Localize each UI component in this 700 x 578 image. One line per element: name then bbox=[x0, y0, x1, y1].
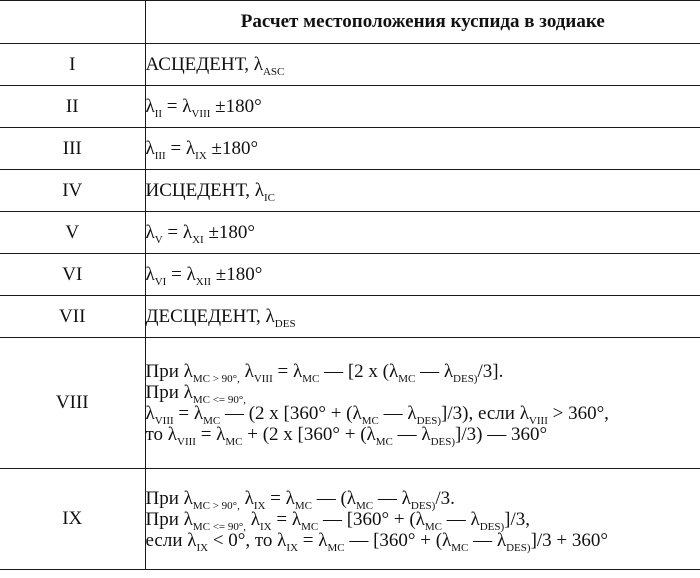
formula-subscript: VI bbox=[154, 276, 167, 288]
formula-text: + (2 х [360° + (λ bbox=[242, 424, 376, 445]
formula-text: ±180° bbox=[206, 138, 259, 159]
header-title-cell: Расчет местоположения куспида в зодиаке bbox=[145, 1, 700, 44]
house-number-cell: IV bbox=[0, 170, 145, 212]
table-row-house-1 bbox=[0, 44, 700, 86]
formula-text: = λ bbox=[165, 138, 196, 159]
formula-subscript: IX bbox=[195, 150, 207, 162]
formula-subscript: MC bbox=[361, 415, 379, 427]
formula-text: если λ bbox=[145, 529, 197, 551]
formula-text: < 0°, то λ bbox=[208, 529, 287, 551]
formula-subscript: XI bbox=[192, 234, 204, 246]
formula-text: — λ bbox=[373, 487, 411, 509]
formula-cell bbox=[145, 128, 700, 170]
formula-text: — λ bbox=[442, 508, 480, 530]
house-number-cell: VI bbox=[0, 254, 145, 296]
formula-subscript: DES) bbox=[479, 520, 505, 533]
formula-text: то λ bbox=[145, 424, 178, 445]
formula-subscript: DES bbox=[274, 318, 296, 330]
table-row-house-8 bbox=[0, 338, 700, 469]
formula-text: — λ bbox=[392, 424, 431, 445]
table-row-house-5 bbox=[0, 212, 700, 254]
formula-cell bbox=[145, 86, 700, 128]
formula-text: = λ bbox=[195, 424, 226, 445]
formula-subscript: DES) bbox=[453, 373, 478, 385]
formula-text: — [360° + (λ bbox=[344, 529, 452, 551]
formula-text: ]/3) — 360° bbox=[455, 424, 548, 445]
formula-subscript: MC <= 90°, bbox=[192, 394, 247, 406]
formula-text: — [360° + (λ bbox=[318, 508, 425, 530]
formula-text: λ bbox=[145, 222, 155, 243]
formula-subscript: VIII bbox=[528, 415, 548, 427]
formula-line bbox=[145, 361, 700, 385]
formula-subscript: MC bbox=[225, 436, 243, 448]
formula-subscript: MC bbox=[327, 541, 345, 554]
house-number-cell: III bbox=[0, 128, 145, 170]
formula-subscript: VIII bbox=[154, 415, 174, 427]
house-number-cell: II bbox=[0, 86, 145, 128]
formula-text: λ bbox=[145, 264, 155, 285]
table-row-house-7 bbox=[0, 296, 700, 338]
formula-text: λ bbox=[239, 361, 254, 382]
formula-line bbox=[145, 403, 700, 427]
formula-subscript: IX bbox=[260, 520, 272, 533]
formula-subscript: MC bbox=[301, 520, 319, 533]
formula-subscript: MC bbox=[398, 373, 416, 385]
formula-subscript: MC bbox=[375, 436, 393, 448]
formula-line bbox=[145, 487, 700, 512]
formula-subscript: DES) bbox=[410, 499, 436, 512]
formula-subscript: II bbox=[154, 108, 163, 120]
formula-subscript: DES) bbox=[506, 541, 531, 554]
house-number-cell: VII bbox=[0, 296, 145, 338]
formula-subscript: IX bbox=[253, 499, 266, 512]
formula-text: ]/3), если λ bbox=[441, 403, 529, 424]
formula-cell bbox=[145, 212, 700, 254]
house-number-cell: IX bbox=[0, 469, 145, 570]
formula-text: ±180° bbox=[210, 96, 262, 117]
formula-text: — λ bbox=[468, 529, 507, 551]
table-row-house-4 bbox=[0, 170, 700, 212]
formula-cell bbox=[145, 254, 700, 296]
formula-subscript: MC > 90°, bbox=[192, 373, 240, 385]
formula-cell bbox=[145, 296, 700, 338]
formula-cell bbox=[145, 338, 700, 469]
formula-text: — [2 х (λ bbox=[319, 361, 399, 382]
formula-text: ]/3, bbox=[504, 508, 531, 530]
formula-text: λ bbox=[246, 508, 261, 530]
formula-text: = λ bbox=[173, 403, 204, 424]
formula-text: — λ bbox=[378, 403, 417, 424]
formula-text: ИСЦЕДЕНТ, λ bbox=[145, 180, 264, 201]
formula-text: = λ bbox=[272, 361, 303, 382]
formula-subscript: XII bbox=[195, 276, 212, 288]
formula-text: = λ bbox=[162, 96, 192, 117]
formula-subscript: DES) bbox=[430, 436, 456, 448]
formula-subscript: IC bbox=[263, 192, 275, 204]
formula-subscript: MC bbox=[356, 499, 374, 512]
formula-subscript: ASC bbox=[262, 66, 285, 78]
formula-subscript: MC bbox=[302, 373, 320, 385]
formula-subscript: III bbox=[154, 150, 166, 162]
formula-text: λ bbox=[145, 403, 155, 424]
formula-text: При λ bbox=[145, 361, 193, 382]
formula-line bbox=[145, 508, 700, 533]
formula-text: — (λ bbox=[311, 487, 357, 509]
formula-text: ±180° bbox=[203, 222, 255, 243]
house-number-cell: V bbox=[0, 212, 145, 254]
formula-subscript: IX bbox=[196, 541, 209, 554]
formula-text: /3. bbox=[435, 487, 455, 509]
formula-text: При λ bbox=[145, 382, 193, 403]
formula-text: ±180° bbox=[211, 264, 263, 285]
header-number-cell bbox=[0, 1, 145, 44]
formula-text: — (2 х [360° + (λ bbox=[220, 403, 362, 424]
formula-text: При λ bbox=[145, 487, 193, 509]
formula-subscript: MC bbox=[424, 520, 442, 533]
formula-cell bbox=[145, 170, 700, 212]
formula-subscript: MC bbox=[451, 541, 469, 554]
formula-subscript: VIII bbox=[177, 436, 196, 448]
formula-text: λ bbox=[145, 138, 155, 159]
formula-text: — λ bbox=[415, 361, 454, 382]
formula-subscript: IX bbox=[286, 541, 299, 554]
formula-subscript: MC <= 90°, bbox=[192, 520, 247, 533]
formula-subscript: MC bbox=[294, 499, 312, 512]
formula-text: = λ bbox=[271, 508, 302, 530]
formula-text: > 360°, bbox=[547, 403, 609, 424]
table-row-house-6 bbox=[0, 254, 700, 296]
table-header-row bbox=[0, 1, 700, 44]
formula-subscript: V bbox=[154, 234, 163, 246]
formula-cell bbox=[145, 469, 700, 570]
formula-subscript: VIII bbox=[191, 108, 211, 120]
formula-subscript: VIII bbox=[253, 373, 273, 385]
formula-text: = λ bbox=[166, 264, 196, 285]
formula-text: ]/3 + 360° bbox=[530, 529, 608, 551]
table-row-house-2 bbox=[0, 86, 700, 128]
house-number-cell: I bbox=[0, 44, 145, 86]
table-row-house-9 bbox=[0, 469, 700, 570]
formula-subscript: DES) bbox=[416, 415, 442, 427]
formula-line bbox=[145, 529, 700, 554]
formula-text: = λ bbox=[265, 487, 295, 509]
formula-text: /3]. bbox=[477, 361, 504, 382]
formula-cell bbox=[145, 44, 700, 86]
formula-text: АСЦЕДЕНТ, λ bbox=[145, 54, 263, 75]
formula-text: λ bbox=[239, 487, 254, 509]
table-row-house-3 bbox=[0, 128, 700, 170]
formula-text: = λ bbox=[162, 222, 193, 243]
house-number-cell: VIII bbox=[0, 338, 145, 469]
formula-line bbox=[145, 382, 700, 406]
formula-subscript: MC bbox=[203, 415, 221, 427]
formula-text: λ bbox=[145, 96, 155, 117]
formula-subscript: MC > 90°, bbox=[192, 499, 240, 512]
formula-line bbox=[145, 424, 700, 448]
formula-text: = λ bbox=[298, 529, 328, 551]
formula-text: При λ bbox=[145, 508, 193, 530]
formula-text: ДЕСЦЕДЕНТ, λ bbox=[145, 306, 275, 327]
